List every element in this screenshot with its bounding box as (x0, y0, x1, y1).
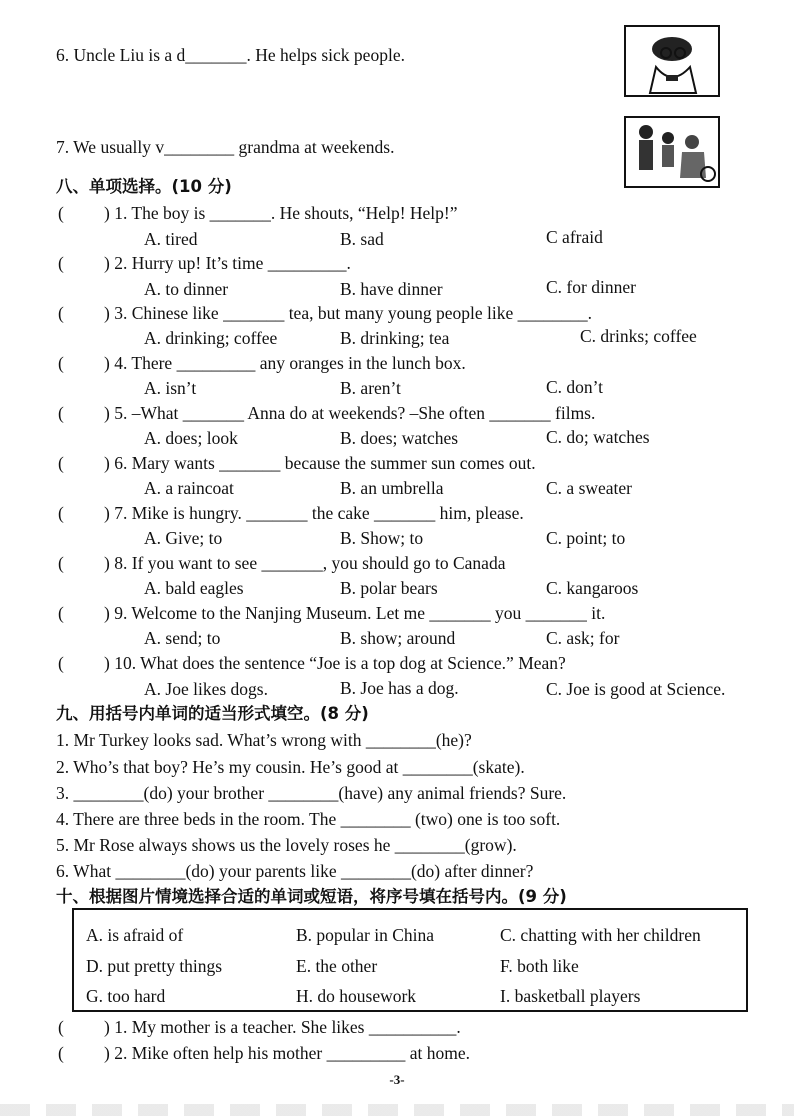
answer-paren[interactable]: ( (58, 203, 64, 223)
option-c: C. don’t (546, 377, 604, 397)
option-b: B. sad (340, 229, 384, 249)
option-b: B. show; around (340, 628, 456, 648)
question-stem: ) 6. Mary wants _______ because the summer sun comes out. (104, 453, 536, 473)
option-a: A. does; look (144, 428, 238, 448)
answer-paren[interactable]: ( (58, 403, 64, 423)
question-stem: ) 2. Hurry up! It’s time _________. (104, 253, 351, 273)
option-c: C. Joe is good at Science. (546, 679, 726, 699)
section10-heading: 十、根据图片情境选择合适的单词或短语，将序号填在括号内。(9 分) (56, 887, 567, 906)
fill-item: 1. Mr Turkey looks sad. What’s wrong with ________(he)? (56, 730, 472, 750)
word-bank-item: B. popular in China (296, 925, 435, 945)
option-b: B. drinking; tea (340, 328, 450, 348)
option-c: C. kangaroos (546, 578, 639, 598)
option-c: C. a sweater (546, 478, 633, 498)
word-bank-item: D. put pretty things (86, 956, 223, 976)
option-b: B. polar bears (340, 578, 438, 598)
option-c: C. point; to (546, 528, 626, 548)
answer-paren[interactable]: ( (58, 1043, 64, 1063)
fill-word-6: 6. Uncle Liu is a d_______. He helps sick people. (56, 45, 405, 65)
option-a: A. Give; to (144, 528, 223, 548)
answer-paren[interactable]: ( (58, 253, 64, 273)
option-b: B. aren’t (340, 378, 401, 398)
option-b: B. does; watches (340, 428, 459, 448)
question-stem: ) 3. Chinese like _______ tea, but many young people like ________. (104, 303, 592, 323)
option-a: A. isn’t (144, 378, 197, 398)
option-a: A. tired (144, 229, 198, 249)
option-c: C afraid (546, 227, 603, 247)
option-b: B. have dinner (340, 279, 443, 299)
answer-paren[interactable]: ( (58, 303, 64, 323)
option-a: A. to dinner (144, 279, 229, 299)
word-bank-item: H. do housework (296, 986, 417, 1006)
answer-paren[interactable]: ( (58, 603, 64, 623)
family-icon (626, 118, 718, 186)
question-stem: ) 1. The boy is _______. He shouts, “Help! Help!” (104, 203, 458, 223)
doctor-picture (624, 25, 720, 97)
word-bank-item: A. is afraid of (86, 925, 184, 945)
answer-paren[interactable]: ( (58, 553, 64, 573)
scan-edge (0, 1104, 794, 1116)
section9-heading: 九、用括号内单词的适当形式填空。(8 分) (56, 704, 369, 723)
question-stem: ) 8. If you want to see _______, you should go to Canada (104, 553, 506, 573)
question-stem: ) 5. –What _______ Anna do at weekends? –She often _______ films. (104, 403, 596, 423)
question-stem: ) 7. Mike is hungry. _______ the cake _______ him, please. (104, 503, 524, 523)
answer-paren[interactable]: ( (58, 653, 64, 673)
fill-item: 5. Mr Rose always shows us the lovely roses he ________(grow). (56, 835, 517, 855)
question-stem: ) 9. Welcome to the Nanjing Museum. Let me _______ you _______ it. (104, 603, 606, 623)
word-bank-item: G. too hard (86, 986, 166, 1006)
answer-paren[interactable]: ( (58, 503, 64, 523)
word-bank-item: F. both like (500, 956, 579, 976)
option-a: A. Joe likes dogs. (144, 679, 268, 699)
option-c: C. do; watches (546, 427, 650, 447)
question-stem: ) 10. What does the sentence “Joe is a top dog at Science.” Mean? (104, 653, 566, 673)
option-a: A. drinking; coffee (144, 328, 278, 348)
answer-paren[interactable]: ( (58, 1017, 64, 1037)
word-bank-item: I. basketball players (500, 986, 641, 1006)
option-a: A. send; to (144, 628, 221, 648)
word-bank-item: E. the other (296, 956, 378, 976)
option-c: C. ask; for (546, 628, 620, 648)
question-stem: ) 4. There _________ any oranges in the lunch box. (104, 353, 466, 373)
visit-grandma-picture (624, 116, 720, 188)
option-b: B. Show; to (340, 528, 424, 548)
question-stem: ) 2. Mike often help his mother _________ at home. (104, 1043, 470, 1063)
option-a: A. a raincoat (144, 478, 234, 498)
question-stem: ) 1. My mother is a teacher. She likes __________. (104, 1017, 461, 1037)
word-bank-item: C. chatting with her children (500, 925, 701, 945)
answer-paren[interactable]: ( (58, 353, 64, 373)
section8-heading: 八、单项选择。(10 分) (56, 177, 232, 196)
option-a: A. bald eagles (144, 578, 244, 598)
doctor-icon (626, 27, 718, 95)
fill-item: 3. ________(do) your brother ________(have) any animal friends? Sure. (56, 783, 567, 803)
fill-word-7: 7. We usually v________ grandma at weekends. (56, 137, 395, 157)
fill-item: 6. What ________(do) your parents like ________(do) after dinner? (56, 861, 534, 881)
fill-item: 2. Who’s that boy? He’s my cousin. He’s good at ________(skate). (56, 757, 525, 777)
page-number: -3- (389, 1072, 405, 1087)
option-c: C. drinks; coffee (580, 326, 697, 346)
answer-paren[interactable]: ( (58, 453, 64, 473)
option-b: B. Joe has a dog. (340, 678, 459, 698)
option-b: B. an umbrella (340, 478, 444, 498)
fill-item: 4. There are three beds in the room. The ________ (two) one is too soft. (56, 809, 561, 829)
option-c: C. for dinner (546, 277, 636, 297)
